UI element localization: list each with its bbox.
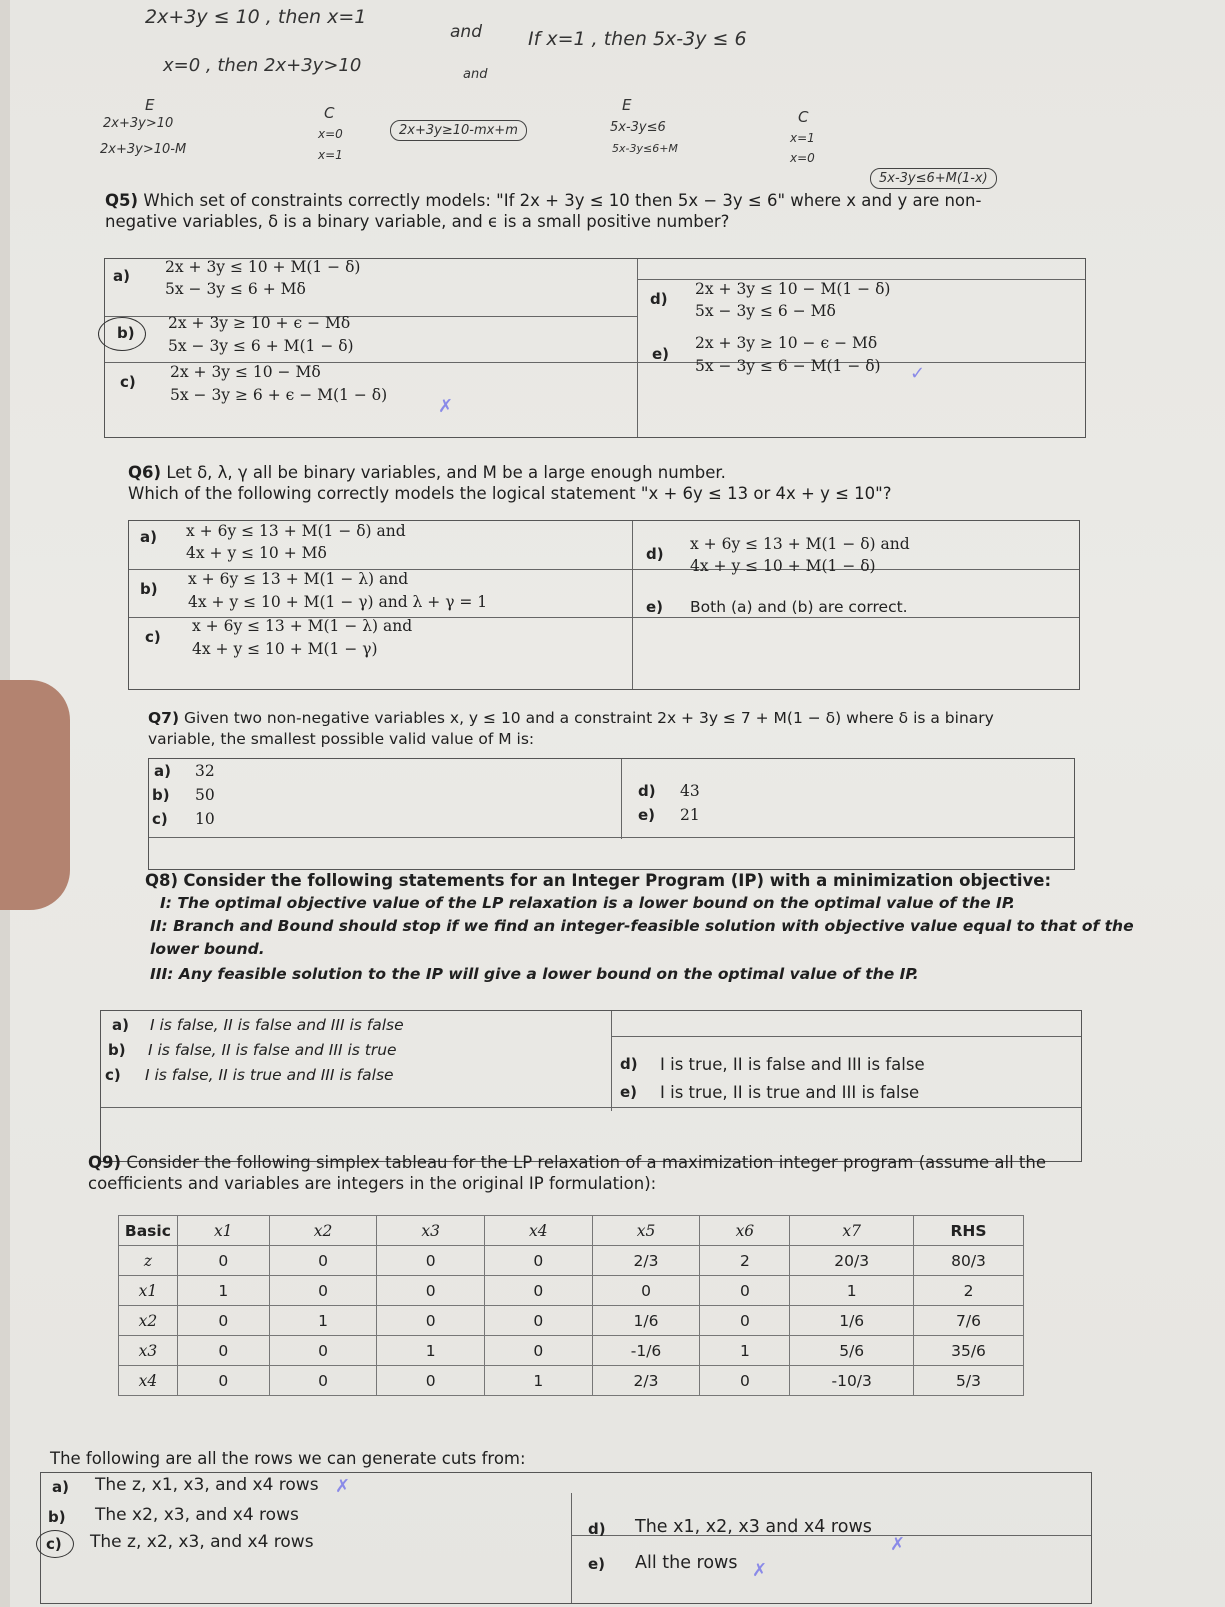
q8-option-e-label[interactable]: e) [620, 1083, 638, 1101]
tableau-header-x2: x2 [269, 1216, 377, 1246]
tableau-cell: -1/6 [592, 1336, 700, 1366]
q9-option-e-text: All the rows [635, 1553, 738, 1573]
q9-e-cross-mark: ✗ [752, 1560, 768, 1581]
tableau-cell: 0 [484, 1276, 592, 1306]
handwritten-line1c: If x=1 , then 5x-3y ≤ 6 [528, 28, 747, 50]
q6-option-a-line1: x + 6y ≤ 13 + M(1 − δ) and [186, 522, 406, 540]
q6-option-b-label[interactable]: b) [140, 580, 158, 598]
q9-option-e-label[interactable]: e) [588, 1555, 606, 1573]
tableau-cell: 2 [700, 1246, 790, 1276]
q5-option-e-line2: 5x − 3y ≤ 6 − M(1 − δ) [695, 357, 881, 375]
q9-option-b-text: The x2, x3, and x4 rows [95, 1505, 299, 1525]
q7-option-c-value: 10 [195, 810, 215, 828]
tableau-cell: 0 [177, 1336, 269, 1366]
q9-option-b-label[interactable]: b) [48, 1508, 66, 1526]
handwritten-box1: 2x+3y≥10-mx+m [390, 120, 527, 141]
handwritten-line1: 2x+3y ≤ 10 , then x=1 [145, 6, 367, 28]
tableau-cell: 2 [914, 1276, 1024, 1306]
q9-cuts-text: The following are all the rows we can generate cuts from: [50, 1449, 526, 1468]
q9-question [88, 1152, 1218, 1194]
tableau-header-basic: Basic [119, 1216, 178, 1246]
tableau-cell: 0 [377, 1306, 485, 1336]
tableau-header-x7: x7 [790, 1216, 914, 1246]
tableau-cell: 0 [269, 1246, 377, 1276]
handwritten-c1: C [324, 104, 335, 122]
simplex-tableau [118, 1215, 1024, 1396]
tableau-row [119, 1366, 1024, 1396]
q7-text1: Given two non-negative variables x, y ≤ 10 and a constraint 2x + 3y ≤ 7 + M(1 − δ) where δ is a binary [183, 709, 994, 727]
q9-prefix: Q9) [88, 1153, 122, 1172]
tableau-cell: 5/6 [790, 1336, 914, 1366]
tableau-cell: 0 [269, 1366, 377, 1396]
thumb [0, 680, 70, 910]
q8-option-d-label[interactable]: d) [620, 1055, 638, 1073]
handwritten-c2a: x=1 [790, 131, 815, 145]
handwritten-c2b: x=0 [790, 151, 815, 165]
q6-option-d-line2: 4x + y ≤ 10 + M(1 − δ) [690, 557, 876, 575]
handwritten-e2: E [622, 96, 632, 114]
tableau-cell: 0 [700, 1366, 790, 1396]
tableau-header-x3: x3 [377, 1216, 485, 1246]
tableau-header-row [119, 1216, 1024, 1246]
q8-prefix: Q8) [145, 871, 179, 890]
handwritten-and-2: and [463, 67, 488, 82]
q5-option-b-label[interactable]: b) [117, 324, 135, 342]
q5-option-d-label[interactable]: d) [650, 290, 668, 308]
tableau-cell: 80/3 [914, 1246, 1024, 1276]
q7-option-b-label[interactable]: b) [152, 786, 170, 804]
tableau-header-x4: x4 [484, 1216, 592, 1246]
q5-option-a-line1: 2x + 3y ≤ 10 + M(1 − δ) [165, 258, 361, 276]
q5-option-d-line2: 5x − 3y ≤ 6 − Mδ [695, 302, 836, 320]
handwritten-e1b: 2x+3y>10-M [100, 142, 187, 157]
tableau-cell: 1 [790, 1276, 914, 1306]
handwritten-and: and [450, 22, 482, 42]
q8-option-a-label[interactable]: a) [112, 1016, 129, 1034]
q6-option-a-line2: 4x + y ≤ 10 + Mδ [186, 544, 327, 562]
q5-option-b-line1: 2x + 3y ≥ 10 + ϵ − Mδ [168, 314, 351, 332]
q6-prefix: Q6) [128, 463, 162, 482]
tableau-cell: 5/3 [914, 1366, 1024, 1396]
tableau-cell: 1 [377, 1336, 485, 1366]
q8-text1: Consider the following statements for an Integer Program (IP) with a minimization objective: [183, 871, 1052, 890]
q5-question [105, 190, 1205, 232]
tableau-row [119, 1246, 1024, 1276]
tableau-cell: 1 [484, 1366, 592, 1396]
q6-text2: Which of the following correctly models the logical statement "x + 6y ≤ 13 or 4x + y ≤ 10"? [128, 484, 892, 503]
q6-option-b-line1: x + 6y ≤ 13 + M(1 − λ) and [188, 570, 409, 588]
q7-question [148, 708, 1208, 750]
handwritten-c1a: x=0 [318, 127, 343, 141]
q7-option-a-value: 32 [195, 762, 215, 780]
q8-option-e-text: I is true, II is true and III is false [660, 1083, 920, 1102]
q5-text1: Which set of constraints correctly models: "If 2x + 3y ≤ 10 then 5x − 3y ≤ 6" where x and y are non- [143, 191, 982, 210]
q8-statement-2: II: Branch and Bound should stop if we find an integer-feasible solution with objective value equal to that of the [150, 917, 1134, 935]
handwritten-line2: x=0 , then 2x+3y>10 [163, 55, 362, 76]
handwritten-e1a: 2x+3y>10 [103, 116, 174, 131]
q7-option-c-label[interactable]: c) [152, 810, 168, 828]
q9-option-d-label[interactable]: d) [588, 1520, 606, 1538]
q9-text1: Consider the following simplex tableau for the LP relaxation of a maximization integer program (assume all the [126, 1153, 1046, 1172]
tableau-cell: 2/3 [592, 1246, 700, 1276]
tableau-cell: 0 [377, 1366, 485, 1396]
q5-option-e-label[interactable]: e) [652, 345, 670, 363]
q7-options-table [148, 758, 1075, 870]
tableau-cell: 0 [377, 1276, 485, 1306]
q7-option-b-value: 50 [195, 786, 215, 804]
q5-option-c-line2: 5x − 3y ≥ 6 + ϵ − M(1 − δ) [170, 386, 388, 404]
q8-statement-2-cont: lower bound. [150, 940, 265, 958]
q7-option-d-label[interactable]: d) [638, 782, 656, 800]
tableau-row-basic: x3 [119, 1336, 178, 1366]
q6-option-c-label[interactable]: c) [145, 628, 161, 646]
handwritten-e2b: 5x-3y≤6+M [612, 142, 678, 155]
tableau-row-basic: x4 [119, 1366, 178, 1396]
tableau-cell: 7/6 [914, 1306, 1024, 1336]
handwritten-box2: 5x-3y≤6+M(1-x) [870, 168, 997, 189]
tableau-cell: 0 [592, 1276, 700, 1306]
tableau-cell: 1 [177, 1276, 269, 1306]
tableau-cell: 1/6 [790, 1306, 914, 1336]
tableau-cell: 20/3 [790, 1246, 914, 1276]
q9-option-c-label[interactable]: c) [46, 1535, 62, 1553]
tableau-header-x6: x6 [700, 1216, 790, 1246]
q8-statement-1: I: The optimal objective value of the LP relaxation is a lower bound on the optimal value of the IP. [160, 894, 1016, 912]
q5-option-d-line1: 2x + 3y ≤ 10 − M(1 − δ) [695, 280, 891, 298]
tableau-row-basic: x2 [119, 1306, 178, 1336]
q9-text2: coefficients and variables are integers in the original IP formulation): [88, 1174, 657, 1193]
q6-option-e-text: Both (a) and (b) are correct. [690, 598, 908, 616]
q5-option-a-label[interactable]: a) [113, 267, 130, 285]
q8-option-b-text: I is false, II is false and III is true [148, 1041, 397, 1059]
tableau-cell: 1/6 [592, 1306, 700, 1336]
q8-option-a-text: I is false, II is false and III is false [150, 1016, 404, 1034]
q7-option-d-value: 43 [680, 782, 700, 800]
q5-option-c-line1: 2x + 3y ≤ 10 − Mδ [170, 363, 321, 381]
q9-d-cross-mark: ✗ [890, 1534, 906, 1555]
tableau-body [119, 1246, 1024, 1396]
tableau-cell: 0 [700, 1306, 790, 1336]
q5-text2: negative variables, δ is a binary variable, and ϵ is a small positive number? [105, 212, 730, 231]
tableau-cell: 0 [177, 1306, 269, 1336]
q6-option-b-line2: 4x + y ≤ 10 + M(1 − γ) and λ + γ = 1 [188, 593, 488, 611]
q6-option-d-line1: x + 6y ≤ 13 + M(1 − δ) and [690, 535, 910, 553]
tableau-header-x5: x5 [592, 1216, 700, 1246]
tableau-cell: 1 [700, 1336, 790, 1366]
q6-option-d-label[interactable]: d) [646, 545, 664, 563]
q5-c-cross-mark: ✗ [438, 396, 454, 417]
q6-text1: Let δ, λ, γ all be binary variables, and M be a large enough number. [166, 463, 726, 482]
q5-option-e-line1: 2x + 3y ≥ 10 − ϵ − Mδ [695, 334, 878, 352]
tableau-cell: 0 [269, 1336, 377, 1366]
tableau-cell: 0 [700, 1276, 790, 1306]
q6-option-c-line2: 4x + y ≤ 10 + M(1 − γ) [192, 640, 378, 658]
q5-option-c-label[interactable]: c) [120, 373, 136, 391]
handwritten-e1: E [145, 96, 155, 114]
q7-option-a-label[interactable]: a) [154, 762, 171, 780]
handwritten-c1b: x=1 [318, 148, 343, 162]
q9-option-c-text: The z, x2, x3, and x4 rows [90, 1532, 314, 1552]
tableau-row-basic: x1 [119, 1276, 178, 1306]
tableau-row [119, 1336, 1024, 1366]
tableau-cell: 0 [484, 1246, 592, 1276]
tableau-cell: 1 [269, 1306, 377, 1336]
handwritten-e2a: 5x-3y≤6 [610, 120, 666, 135]
tableau-cell: 0 [177, 1366, 269, 1396]
q8-option-c-text: I is false, II is true and III is false [145, 1066, 394, 1084]
tableau-cell: 35/6 [914, 1336, 1024, 1366]
q6-question [128, 462, 1208, 504]
q5-option-a-line2: 5x − 3y ≤ 6 + Mδ [165, 280, 306, 298]
q7-text2: variable, the smallest possible valid value of M is: [148, 730, 535, 748]
q5-option-b-line2: 5x − 3y ≤ 6 + M(1 − δ) [168, 337, 354, 355]
q8-option-d-text: I is true, II is false and III is false [660, 1055, 925, 1074]
tableau-cell: 0 [484, 1336, 592, 1366]
q9-option-a-text: The z, x1, x3, and x4 rows [95, 1475, 319, 1495]
tableau-cell: 0 [377, 1246, 485, 1276]
handwritten-c2: C [798, 108, 809, 126]
q5-e-cross-mark: ✓ [910, 363, 926, 384]
q8-option-c-label[interactable]: c) [105, 1066, 121, 1084]
q7-option-e-value: 21 [680, 806, 700, 824]
q9-option-d-text: The x1, x2, x3 and x4 rows [635, 1517, 872, 1537]
tableau-row [119, 1306, 1024, 1336]
q5-prefix: Q5) [105, 191, 139, 210]
tableau-cell: -10/3 [790, 1366, 914, 1396]
tableau-cell: 0 [269, 1276, 377, 1306]
q6-option-c-line1: x + 6y ≤ 13 + M(1 − λ) and [192, 617, 413, 635]
tableau-cell: 0 [177, 1246, 269, 1276]
q6-option-e-label[interactable]: e) [646, 598, 664, 616]
q8-option-b-label[interactable]: b) [108, 1041, 126, 1059]
q9-option-a-label[interactable]: a) [52, 1478, 69, 1496]
tableau-header-rhs: RHS [914, 1216, 1024, 1246]
tableau-header-x1: x1 [177, 1216, 269, 1246]
tableau-cell: 2/3 [592, 1366, 700, 1396]
q7-prefix: Q7) [148, 709, 180, 727]
tableau-row-basic: z [119, 1246, 178, 1276]
q6-option-a-label[interactable]: a) [140, 528, 157, 546]
tableau-cell: 0 [484, 1306, 592, 1336]
tableau-row [119, 1276, 1024, 1306]
q8-question [145, 870, 1215, 891]
q7-option-e-label[interactable]: e) [638, 806, 656, 824]
q8-statement-3: III: Any feasible solution to the IP will give a lower bound on the optimal value of the IP. [150, 965, 919, 983]
q9-a-cross-mark: ✗ [335, 1476, 351, 1497]
